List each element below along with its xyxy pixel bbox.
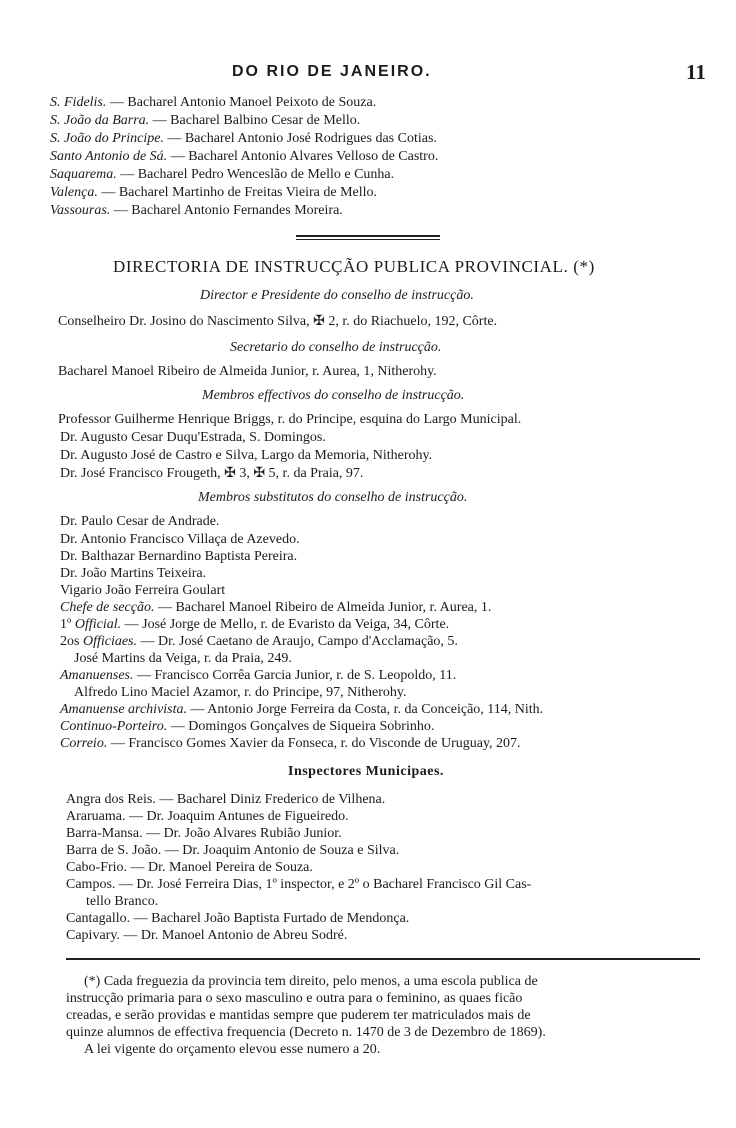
list-item (50, 168, 394, 182)
list-item (50, 204, 343, 218)
entry-text: — Bacharel Antonio Fernandes Moreira. (110, 203, 343, 218)
section-title: Inspectores Municipaes. (288, 764, 444, 779)
section-divider (296, 235, 440, 237)
list-item (50, 132, 437, 146)
place-name: Vassouras. (50, 203, 111, 218)
list-item: Barra-Mansa. — Dr. João Alvares Rubião Junior. (66, 826, 342, 841)
secretario-entry: Bacharel Manoel Ribeiro de Almeida Junior, r. Aurea, 1, Nitherohy. (58, 364, 437, 379)
staff-text: — José Jorge de Mello, r. de Evaristo da Veiga, 34, Côrte. (121, 617, 450, 632)
staff-text: — Bacharel Manoel Ribeiro de Almeida Junior, r. Aurea, 1. (154, 600, 492, 615)
staff-role: Amanuenses. (60, 668, 134, 683)
staff-entry (60, 720, 434, 734)
place-name: Santo Antonio de Sá. (50, 149, 168, 164)
staff-entry: José Martins da Veiga, r. da Praia, 249. (74, 651, 292, 666)
staff-role: Officiaes. (82, 634, 137, 649)
staff-entry (60, 618, 449, 632)
staff-role: Correio. (60, 736, 108, 751)
subsection-heading: Membros substitutos do conselho de instrucção. (198, 490, 468, 505)
staff-entry (60, 737, 521, 751)
list-item: Dr. Augusto José de Castro e Silva, Largo da Memoria, Nitherohy. (60, 448, 433, 463)
staff-role: Official. (74, 617, 122, 632)
subsection-heading: Director e Presidente do conselho de instrucção. (200, 288, 474, 303)
section-title: DIRECTORIA DE INSTRUCÇÃO PUBLICA PROVINCIAL. (*) (113, 257, 595, 276)
list-item: Cantagallo. — Bacharel João Baptista Furtado de Mendonça. (66, 911, 410, 926)
staff-text: — Domingos Gonçalves de Siqueira Sobrinho. (167, 719, 435, 734)
staff-prefix: 1º (60, 617, 75, 632)
list-item: Angra dos Reis. — Bacharel Diniz Frederico de Vilhena. (66, 792, 386, 807)
staff-role: Continuo-Porteiro. (60, 719, 168, 734)
place-name: S. João da Barra. (50, 113, 150, 128)
section-divider (296, 239, 440, 240)
footnote-line: creadas, e serão providas e mantidas sempre que puderem ter matriculados mais de (66, 1008, 531, 1023)
subsection-heading: Secretario do conselho de instrucção. (230, 340, 442, 355)
subsection-heading: Membros effectivos do conselho de instrucção. (202, 388, 465, 403)
page-header-title: DO RIO DE JANEIRO. (232, 63, 432, 80)
list-item (50, 150, 438, 164)
list-item: Dr. João Martins Teixeira. (60, 566, 207, 581)
entry-text: — Bacharel Pedro Wenceslão de Mello e Cunha. (116, 167, 395, 182)
list-item: Barra de S. João. — Dr. Joaquim Antonio de Souza e Silva. (66, 843, 400, 858)
page-number: 11 (686, 60, 706, 84)
entry-text: — Bacharel Antonio Alvares Velloso de Castro. (167, 149, 439, 164)
staff-text: — Francisco Corrêa Garcia Junior, r. de S. Leopoldo, 11. (133, 668, 457, 683)
footnote-line: A lei vigente do orçamento elevou esse numero a 20. (84, 1042, 381, 1057)
staff-text: — Dr. José Caetano de Araujo, Campo d'Acclamação, 5. (137, 634, 458, 649)
staff-text: — Antonio Jorge Ferreira da Costa, r. da Conceição, 114, Nith. (187, 702, 544, 717)
list-item: Araruama. — Dr. Joaquim Antunes de Figueiredo. (66, 809, 349, 824)
entry-text: — Bacharel Martinho de Freitas Vieira de Mello. (97, 185, 378, 200)
list-item (50, 114, 360, 128)
list-item: Dr. Antonio Francisco Villaça de Azevedo. (60, 532, 300, 547)
list-item: Campos. — Dr. José Ferreira Dias, 1º inspector, e 2º o Bacharel Francisco Gil Cas- (66, 877, 532, 892)
list-item: Professor Guilherme Henrique Briggs, r. do Principe, esquina do Largo Municipal. (58, 412, 522, 427)
footnote-line: quinze alumnos de effectiva frequencia (Decreto n. 1470 de 3 de Dezembro de 1869). (66, 1025, 546, 1040)
list-item: Capivary. — Dr. Manoel Antonio de Abreu Sodré. (66, 928, 348, 943)
place-name: S. Fidelis. (50, 95, 107, 110)
staff-entry: Alfredo Lino Maciel Azamor, r. do Principe, 97, Nitherohy. (74, 685, 407, 700)
place-name: S. João do Principe. (50, 131, 164, 146)
staff-role: Chefe de secção. (60, 600, 155, 615)
list-item (50, 96, 376, 110)
footnote-divider (66, 958, 700, 960)
list-item: Dr. Balthazar Bernardino Baptista Pereira. (60, 549, 298, 564)
entry-text: — Bacharel Antonio José Rodrigues das Cotias. (163, 131, 437, 146)
place-name: Valença. (50, 185, 98, 200)
staff-role: Amanuense archivista. (60, 702, 188, 717)
staff-prefix: 2os (60, 634, 83, 649)
entry-text: — Bacharel Balbino Cesar de Mello. (149, 113, 361, 128)
list-item: tello Branco. (86, 894, 159, 909)
footnote-line: instrucção primaria para o sexo masculino e outra para o feminino, as quaes ficão (66, 991, 523, 1006)
staff-entry (60, 703, 543, 717)
place-name: Saquarema. (50, 167, 117, 182)
list-item: Dr. Augusto Cesar Duqu'Estrada, S. Domingos. (60, 430, 326, 445)
list-item: Vigario João Ferreira Goulart (60, 583, 226, 598)
staff-entry (60, 635, 458, 649)
list-item (50, 186, 377, 200)
staff-entry (60, 601, 491, 615)
footnote-line: (*) Cada freguezia da provincia tem direito, pelo menos, a uma escola publica de (84, 974, 538, 989)
director-entry: Conselheiro Dr. Josino do Nascimento Silva, ✠ 2, r. do Riachuelo, 192, Côrte. (58, 314, 498, 329)
staff-text: — Francisco Gomes Xavier da Fonseca, r. do Visconde de Uruguay, 207. (107, 736, 521, 751)
entry-text: — Bacharel Antonio Manoel Peixoto de Souza. (106, 95, 377, 110)
list-item: Dr. José Francisco Frougeth, ✠ 3, ✠ 5, r. da Praia, 97. (60, 466, 364, 481)
list-item: Dr. Paulo Cesar de Andrade. (60, 514, 220, 529)
staff-entry (60, 669, 456, 683)
list-item: Cabo-Frio. — Dr. Manoel Pereira de Souza. (66, 860, 313, 875)
